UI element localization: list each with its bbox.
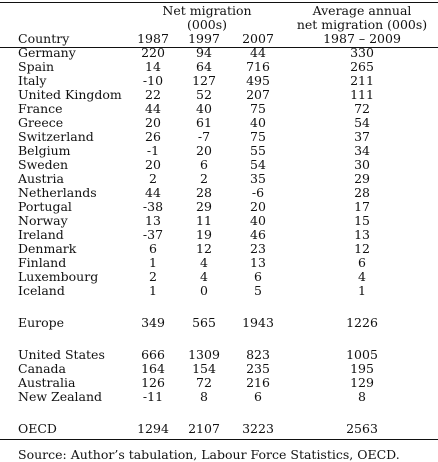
value-1997-cell: 72 bbox=[196, 375, 212, 390]
value-1997-cell: 4 bbox=[200, 255, 208, 270]
value-2007-cell: 75 bbox=[250, 101, 266, 116]
value-1987-cell: 349 bbox=[141, 315, 165, 330]
country-cell: Italy bbox=[18, 73, 47, 88]
value-1987-cell: 6 bbox=[149, 241, 157, 256]
value-average-cell: 30 bbox=[354, 157, 370, 172]
value-1987-cell: 14 bbox=[145, 59, 161, 74]
value-1987-cell: 20 bbox=[145, 115, 161, 130]
value-1987-cell: -10 bbox=[142, 73, 164, 88]
value-1987-cell: 1294 bbox=[137, 421, 169, 436]
value-1987-cell: 220 bbox=[141, 45, 165, 60]
header-period: 1987 – 2009 bbox=[323, 31, 401, 46]
table-row bbox=[0, 116, 438, 130]
value-1997-cell: 6 bbox=[200, 157, 208, 172]
value-2007-cell: 44 bbox=[250, 45, 266, 60]
value-1997-cell: 29 bbox=[196, 199, 212, 214]
value-2007-cell: 55 bbox=[250, 143, 266, 158]
table-row bbox=[0, 242, 438, 256]
value-1987-cell: 2 bbox=[149, 171, 157, 186]
value-1997-cell: 154 bbox=[192, 361, 216, 376]
value-1997-cell: -7 bbox=[197, 129, 211, 144]
table-row bbox=[0, 256, 438, 270]
table-row bbox=[0, 186, 438, 200]
value-1987-cell: 1 bbox=[149, 283, 157, 298]
table-row bbox=[0, 284, 438, 298]
value-average-cell: 211 bbox=[350, 73, 374, 88]
value-1987-cell: 164 bbox=[141, 361, 165, 376]
value-2007-cell: 1943 bbox=[242, 315, 274, 330]
value-1987-cell: 1 bbox=[149, 255, 157, 270]
table-row bbox=[0, 200, 438, 214]
table-row bbox=[0, 172, 438, 186]
value-average-cell: 8 bbox=[358, 389, 366, 404]
value-1987-cell: 20 bbox=[145, 157, 161, 172]
header-net-migration: Net migration bbox=[162, 3, 252, 18]
value-2007-cell: 54 bbox=[250, 157, 266, 172]
table-row bbox=[0, 362, 438, 376]
value-average-cell: 28 bbox=[354, 185, 370, 200]
value-2007-cell: 46 bbox=[250, 227, 266, 242]
country-cell: Denmark bbox=[18, 241, 77, 256]
country-cell: Austria bbox=[18, 171, 64, 186]
table-row bbox=[0, 74, 438, 88]
value-1997-cell: 0 bbox=[200, 283, 208, 298]
value-average-cell: 12 bbox=[354, 241, 370, 256]
value-2007-cell: 13 bbox=[250, 255, 266, 270]
value-1987-cell: 26 bbox=[145, 129, 161, 144]
value-1987-cell: 2 bbox=[149, 269, 157, 284]
value-1997-cell: 565 bbox=[192, 315, 216, 330]
spacer-row bbox=[0, 330, 438, 348]
value-average-cell: 72 bbox=[354, 101, 370, 116]
country-cell: Finland bbox=[18, 255, 67, 270]
country-cell: United Kingdom bbox=[18, 87, 122, 102]
value-2007-cell: 823 bbox=[246, 347, 270, 362]
value-2007-cell: 75 bbox=[250, 129, 266, 144]
table-row bbox=[0, 270, 438, 284]
value-1997-cell: 52 bbox=[196, 87, 212, 102]
value-2007-cell: 20 bbox=[250, 199, 266, 214]
header-average-annual: Average annual bbox=[312, 3, 412, 18]
table-row bbox=[0, 316, 438, 330]
value-average-cell: 195 bbox=[350, 361, 374, 376]
country-cell: Greece bbox=[18, 115, 64, 130]
table-row bbox=[0, 46, 438, 60]
table-row bbox=[0, 348, 438, 362]
country-cell: Netherlands bbox=[18, 185, 97, 200]
country-cell: France bbox=[18, 101, 63, 116]
value-2007-cell: 716 bbox=[246, 59, 270, 74]
country-cell: Switzerland bbox=[18, 129, 94, 144]
value-2007-cell: 3223 bbox=[242, 421, 274, 436]
value-2007-cell: 216 bbox=[246, 375, 270, 390]
country-cell: Canada bbox=[18, 361, 66, 376]
table-row bbox=[0, 102, 438, 116]
value-average-cell: 1 bbox=[358, 283, 366, 298]
table-row bbox=[0, 60, 438, 74]
value-average-cell: 129 bbox=[350, 375, 374, 390]
value-average-cell: 54 bbox=[354, 115, 370, 130]
value-average-cell: 1005 bbox=[346, 347, 378, 362]
value-1987-cell: 44 bbox=[145, 185, 161, 200]
table-row bbox=[0, 158, 438, 172]
value-1997-cell: 20 bbox=[196, 143, 212, 158]
value-1987-cell: -1 bbox=[146, 143, 160, 158]
value-average-cell: 37 bbox=[354, 129, 370, 144]
value-1987-cell: 126 bbox=[141, 375, 165, 390]
value-1997-cell: 94 bbox=[196, 45, 212, 60]
value-2007-cell: 35 bbox=[250, 171, 266, 186]
country-cell: Luxembourg bbox=[18, 269, 99, 284]
country-cell: Germany bbox=[18, 45, 76, 60]
value-2007-cell: 6 bbox=[254, 269, 262, 284]
value-2007-cell: 23 bbox=[250, 241, 266, 256]
header-1997: 1997 bbox=[188, 31, 220, 46]
value-average-cell: 265 bbox=[350, 59, 374, 74]
table-row bbox=[0, 130, 438, 144]
value-1997-cell: 19 bbox=[196, 227, 212, 242]
value-average-cell: 2563 bbox=[346, 421, 378, 436]
table-row bbox=[0, 88, 438, 102]
spacer-row bbox=[0, 298, 438, 316]
header-rule bbox=[0, 47, 438, 48]
country-cell: OECD bbox=[18, 421, 57, 436]
value-1997-cell: 61 bbox=[196, 115, 212, 130]
value-average-cell: 29 bbox=[354, 171, 370, 186]
value-2007-cell: 495 bbox=[246, 73, 270, 88]
country-cell: Ireland bbox=[18, 227, 64, 242]
value-2007-cell: 40 bbox=[250, 213, 266, 228]
table-row bbox=[0, 390, 438, 404]
value-average-cell: 34 bbox=[354, 143, 370, 158]
header-2007: 2007 bbox=[242, 31, 274, 46]
header-net-migration-unit: (000s) bbox=[186, 17, 228, 32]
country-cell: United States bbox=[18, 347, 105, 362]
value-1987-cell: -37 bbox=[142, 227, 164, 242]
value-average-cell: 1226 bbox=[346, 315, 378, 330]
value-1997-cell: 2 bbox=[200, 171, 208, 186]
value-average-cell: 6 bbox=[358, 255, 366, 270]
country-cell: Europe bbox=[18, 315, 65, 330]
value-average-cell: 330 bbox=[350, 45, 374, 60]
value-1987-cell: 44 bbox=[145, 101, 161, 116]
value-1987-cell: -11 bbox=[142, 389, 164, 404]
value-1997-cell: 64 bbox=[196, 59, 212, 74]
table-row bbox=[0, 228, 438, 242]
country-cell: Spain bbox=[18, 59, 55, 74]
table-row bbox=[0, 144, 438, 158]
table-body bbox=[0, 46, 438, 436]
bottom-rule bbox=[0, 439, 438, 440]
header-1987: 1987 bbox=[137, 31, 169, 46]
value-average-cell: 4 bbox=[358, 269, 366, 284]
country-cell: New Zealand bbox=[18, 389, 103, 404]
value-1997-cell: 2107 bbox=[188, 421, 220, 436]
value-1987-cell: 13 bbox=[145, 213, 161, 228]
value-average-cell: 111 bbox=[350, 87, 374, 102]
value-average-cell: 17 bbox=[354, 199, 370, 214]
header-average-annual-unit: net migration (000s) bbox=[296, 17, 428, 32]
value-1997-cell: 40 bbox=[196, 101, 212, 116]
value-2007-cell: 40 bbox=[250, 115, 266, 130]
country-cell: Iceland bbox=[18, 283, 65, 298]
country-cell: Australia bbox=[18, 375, 76, 390]
value-1997-cell: 8 bbox=[200, 389, 208, 404]
value-2007-cell: 207 bbox=[246, 87, 270, 102]
country-cell: Norway bbox=[18, 213, 68, 228]
value-2007-cell: -6 bbox=[251, 185, 265, 200]
value-2007-cell: 6 bbox=[254, 389, 262, 404]
migration-table bbox=[0, 4, 438, 436]
value-1997-cell: 12 bbox=[196, 241, 212, 256]
value-1987-cell: -38 bbox=[142, 199, 164, 214]
value-1997-cell: 1309 bbox=[188, 347, 220, 362]
value-1997-cell: 127 bbox=[192, 73, 216, 88]
value-1997-cell: 28 bbox=[196, 185, 212, 200]
value-1997-cell: 11 bbox=[196, 213, 212, 228]
value-average-cell: 13 bbox=[354, 227, 370, 242]
table-header bbox=[0, 4, 438, 46]
country-cell: Portugal bbox=[18, 199, 72, 214]
table-row bbox=[0, 422, 438, 436]
value-1997-cell: 4 bbox=[200, 269, 208, 284]
value-1987-cell: 22 bbox=[145, 87, 161, 102]
table-row bbox=[0, 376, 438, 390]
value-1987-cell: 666 bbox=[141, 347, 165, 362]
table-row bbox=[0, 214, 438, 228]
header-country: Country bbox=[18, 31, 70, 46]
source-note: Source: Author’s tabulation, Labour Force Statistics, OECD. bbox=[18, 447, 400, 462]
spacer-row bbox=[0, 404, 438, 422]
value-average-cell: 15 bbox=[354, 213, 370, 228]
country-cell: Sweden bbox=[18, 157, 69, 172]
value-2007-cell: 5 bbox=[254, 283, 262, 298]
country-cell: Belgium bbox=[18, 143, 71, 158]
value-2007-cell: 235 bbox=[246, 361, 270, 376]
